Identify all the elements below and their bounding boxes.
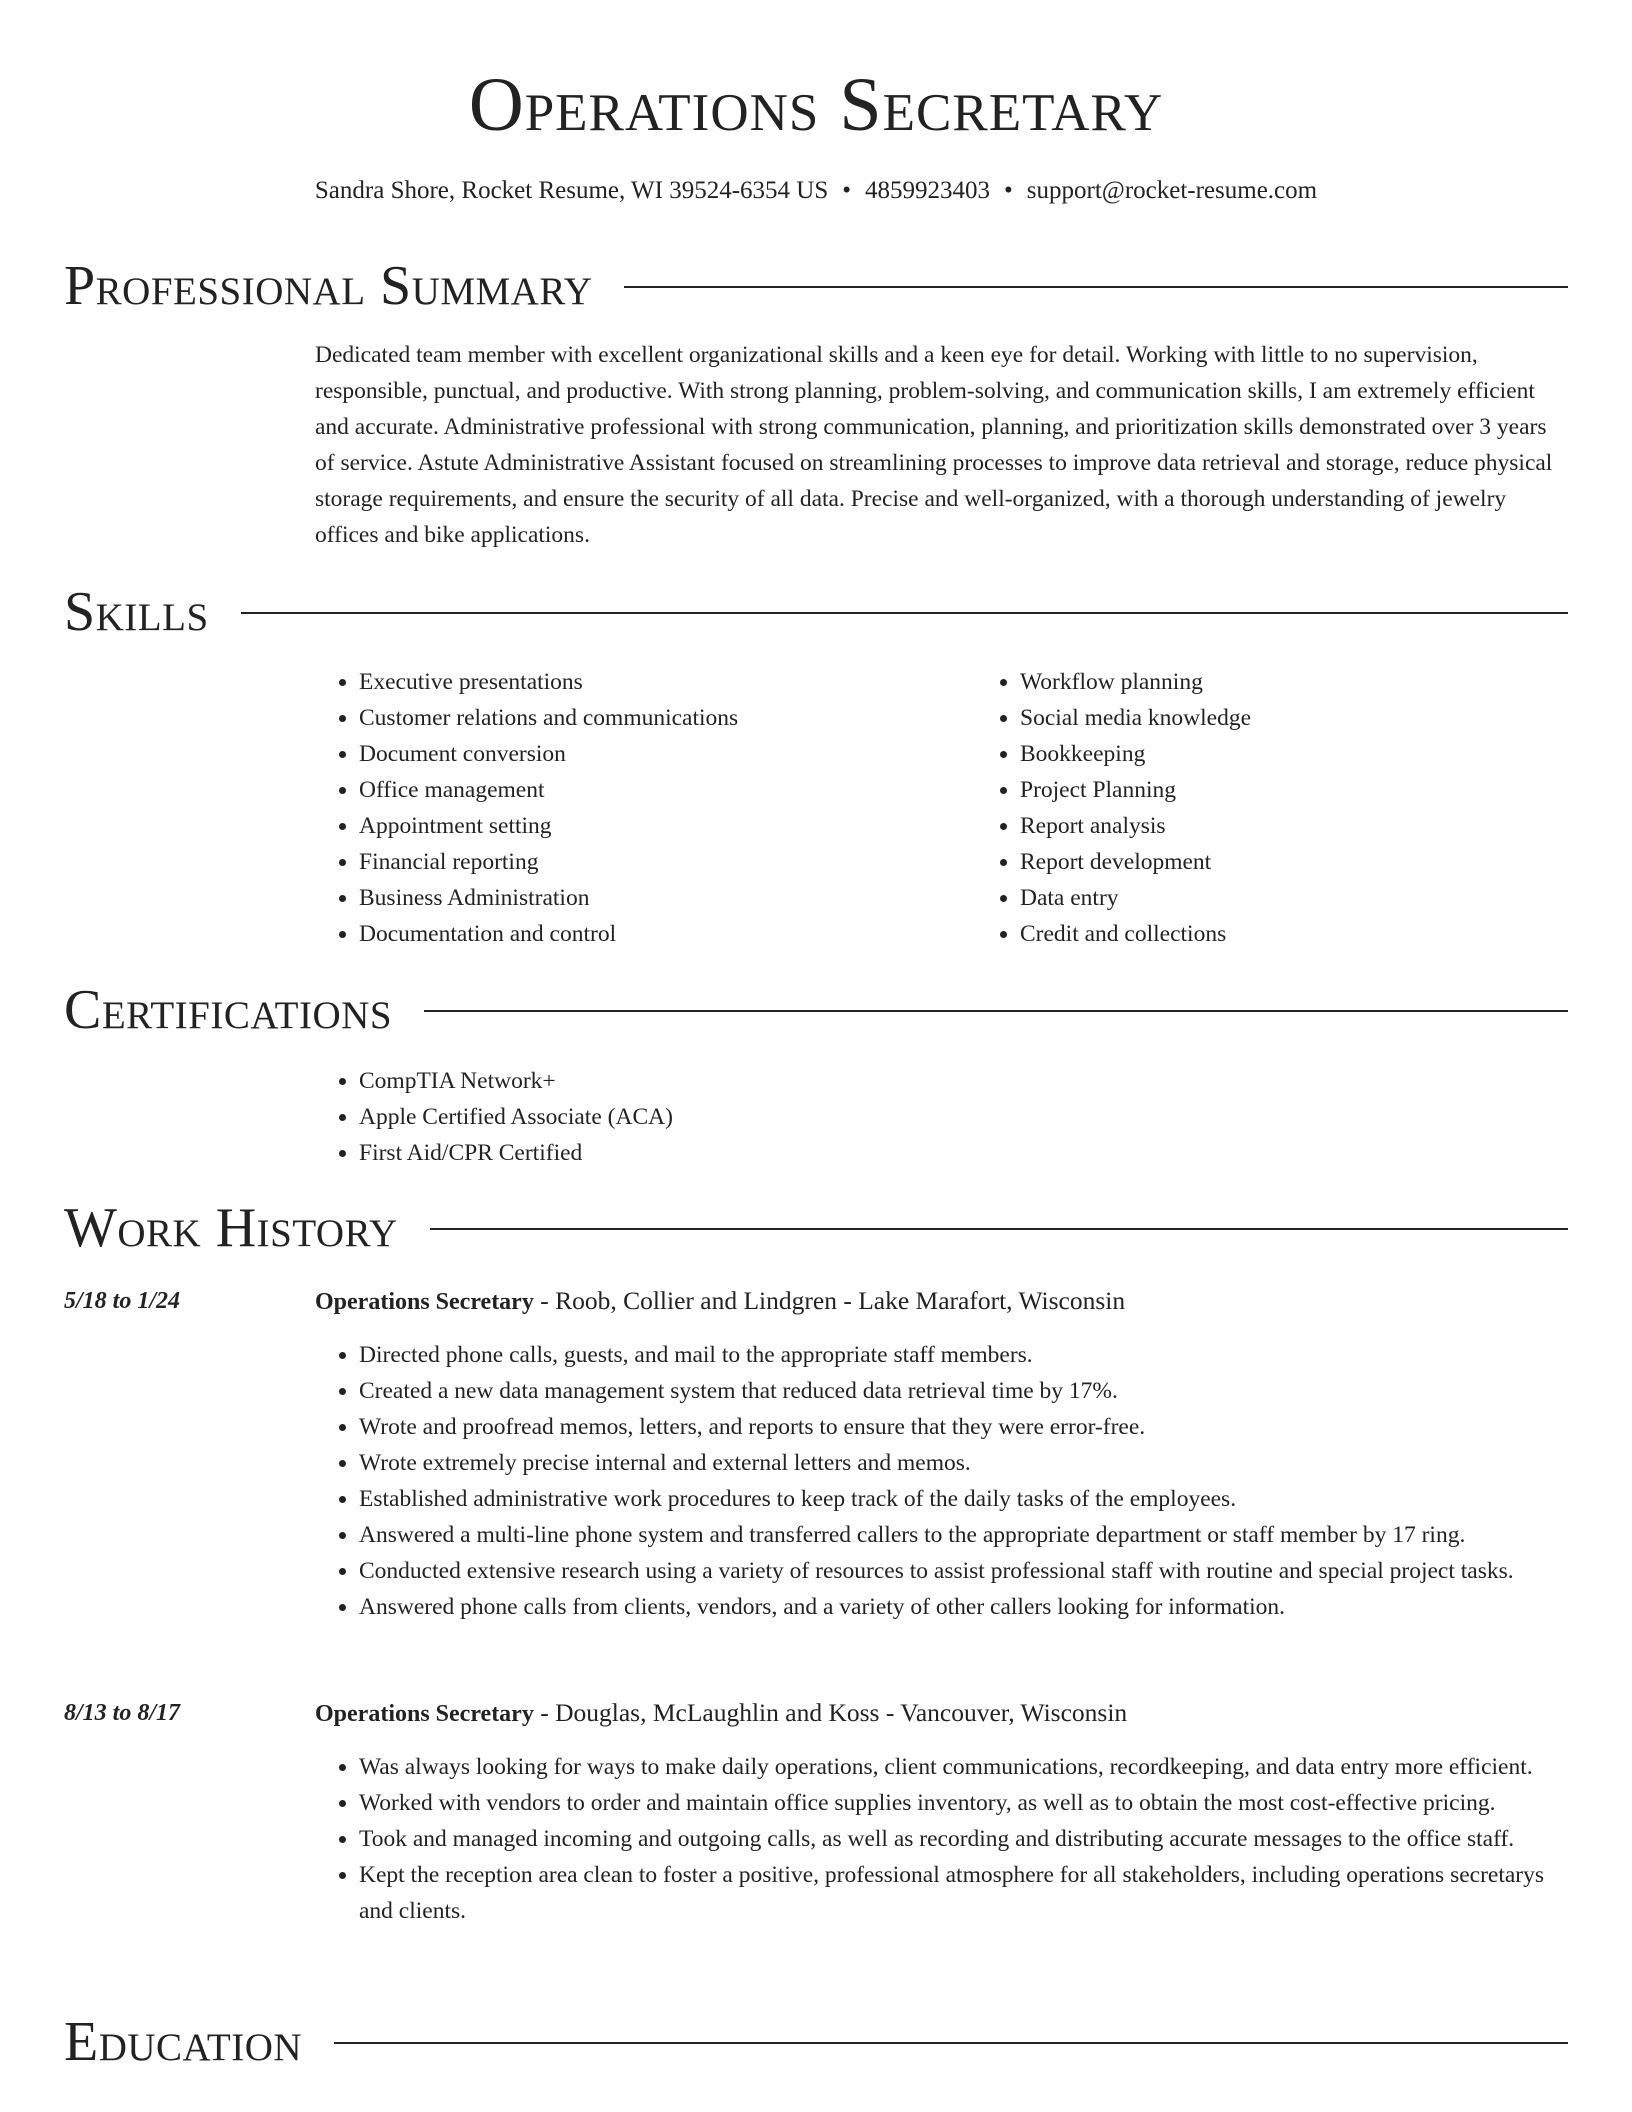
job-bullet: • Answered a multi-line phone system and transferred callers to the appropriate department or staff member by 17 ring. xyxy=(359,1517,1568,1553)
section-header-summary xyxy=(64,251,1568,321)
skill-item: • Appointment setting xyxy=(359,808,932,844)
skill-item: • Customer relations and communications xyxy=(359,700,932,736)
contact-address: Sandra Shore, Rocket Resume, WI 39524-6354 US xyxy=(314,177,829,204)
job-employer: - Roob, Collier and Lindgren - Lake Marafort, Wisconsin xyxy=(533,1286,1126,1315)
job-bullet: • Wrote and proofread memos, letters, and reports to ensure that they were error-free. xyxy=(359,1409,1568,1445)
job-bullet: • Directed phone calls, guests, and mail to the appropriate staff members. xyxy=(359,1337,1568,1373)
resume-title: Operations Secretary xyxy=(468,63,1164,147)
job-role: Operations Secretary xyxy=(315,1289,534,1315)
section-divider xyxy=(334,2042,1568,2044)
job-bullet: • Was always looking for ways to make daily operations, client communications, recordkeeping, and data entry more efficient. xyxy=(359,1749,1568,1785)
skill-item: • Workflow planning xyxy=(1020,664,1593,700)
summary-block xyxy=(315,337,1568,553)
certification-item: • First Aid/CPR Certified xyxy=(359,1135,1568,1171)
certification-item: • Apple Certified Associate (ACA) xyxy=(359,1099,1568,1135)
contact-email: support@rocket-resume.com xyxy=(1026,177,1318,204)
skill-item: • Document conversion xyxy=(359,736,932,772)
section-header-skills xyxy=(64,577,1568,647)
skill-item: • Documentation and control xyxy=(359,916,932,952)
contact-separator: • xyxy=(842,177,852,204)
skill-item: • Financial reporting xyxy=(359,844,932,880)
skill-item: • Report development xyxy=(1020,844,1593,880)
job-bullet: • Kept the reception area clean to foster a positive, professional atmosphere for all stakeholders, including operations secretarys and clients. xyxy=(359,1857,1568,1929)
job-bullet: • Wrote extremely precise internal and external letters and memos. xyxy=(359,1445,1568,1481)
section-header-certifications xyxy=(64,975,1568,1045)
skills-block xyxy=(315,664,1568,952)
section-divider xyxy=(241,612,1568,614)
job-bullet: • Answered phone calls from clients, vendors, and a variety of other callers looking for information. xyxy=(359,1589,1568,1625)
job-bullet: • Conducted extensive research using a variety of resources to assist professional staff with routine and special project tasks. xyxy=(359,1553,1568,1589)
skill-item: • Data entry xyxy=(1020,880,1593,916)
section-divider xyxy=(424,1010,1568,1012)
job-dates: 5/18 to 1/24 xyxy=(64,1288,181,1314)
skill-item: • Executive presentations xyxy=(359,664,932,700)
summary-text: Dedicated team member with excellent organizational skills and a keen eye for detail. Working with little to no supervision, responsible, punctual, and productive. With strong planning, problem-solving, and communication skills, I am extremely efficient and accurate. Administrative professional with strong communication, planning, and prioritization skills demonstrated over 3 years of service. Astute Administrative Assistant focused on streamlining processes to improve data retrieval and storage, reduce physical storage requirements, and ensure the security of all data. Precise and well-organized, with a thorough understanding of jewelry offices and bike applications. xyxy=(315,342,1553,548)
skill-item: • Report analysis xyxy=(1020,808,1593,844)
certifications-block xyxy=(315,1063,1568,1171)
job-heading xyxy=(315,1283,1568,1320)
section-header-work-history xyxy=(64,1193,1568,1263)
certifications-list xyxy=(315,1063,1568,1171)
contact-line xyxy=(64,174,1568,208)
skills-list-left xyxy=(315,664,932,952)
section-title-education: Education xyxy=(64,2011,303,2073)
section-title-skills: Skills xyxy=(64,581,209,643)
certification-item: • CompTIA Network+ xyxy=(359,1063,1568,1099)
job-bullets xyxy=(315,1749,1568,1929)
job-bullet: • Took and managed incoming and outgoing calls, as well as recording and distributing accurate messages to the office staff. xyxy=(359,1821,1568,1857)
skill-item: • Office management xyxy=(359,772,932,808)
skill-item: • Bookkeeping xyxy=(1020,736,1593,772)
skill-item: • Credit and collections xyxy=(1020,916,1593,952)
contact-phone: 4859923403 xyxy=(865,177,991,204)
job-dates: 8/13 to 8/17 xyxy=(64,1700,181,1726)
section-title-certifications: Certifications xyxy=(64,979,393,1041)
job-bullet: • Created a new data management system that reduced data retrieval time by 17%. xyxy=(359,1373,1568,1409)
skill-item: • Social media knowledge xyxy=(1020,700,1593,736)
section-title-work-history: Work History xyxy=(64,1197,398,1259)
job-role: Operations Secretary xyxy=(315,1701,534,1727)
skills-list-right xyxy=(976,664,1593,952)
job-bullet: • Worked with vendors to order and maintain office supplies inventory, as well as to obtain the most cost-effective pricing. xyxy=(359,1785,1568,1821)
section-header-education xyxy=(64,2007,1568,2077)
section-divider xyxy=(430,1228,1568,1230)
job-bullets xyxy=(315,1337,1568,1625)
section-divider xyxy=(624,286,1568,288)
job-bullet: • Established administrative work procedures to keep track of the daily tasks of the employees. xyxy=(359,1481,1568,1517)
job-employer: - Douglas, McLaughlin and Koss - Vancouver, Wisconsin xyxy=(533,1698,1128,1727)
contact-separator: • xyxy=(1004,177,1013,204)
job-heading xyxy=(315,1695,1568,1732)
skill-item: • Business Administration xyxy=(359,880,932,916)
section-title-summary: Professional Summary xyxy=(64,255,593,317)
skill-item: • Project Planning xyxy=(1020,772,1593,808)
